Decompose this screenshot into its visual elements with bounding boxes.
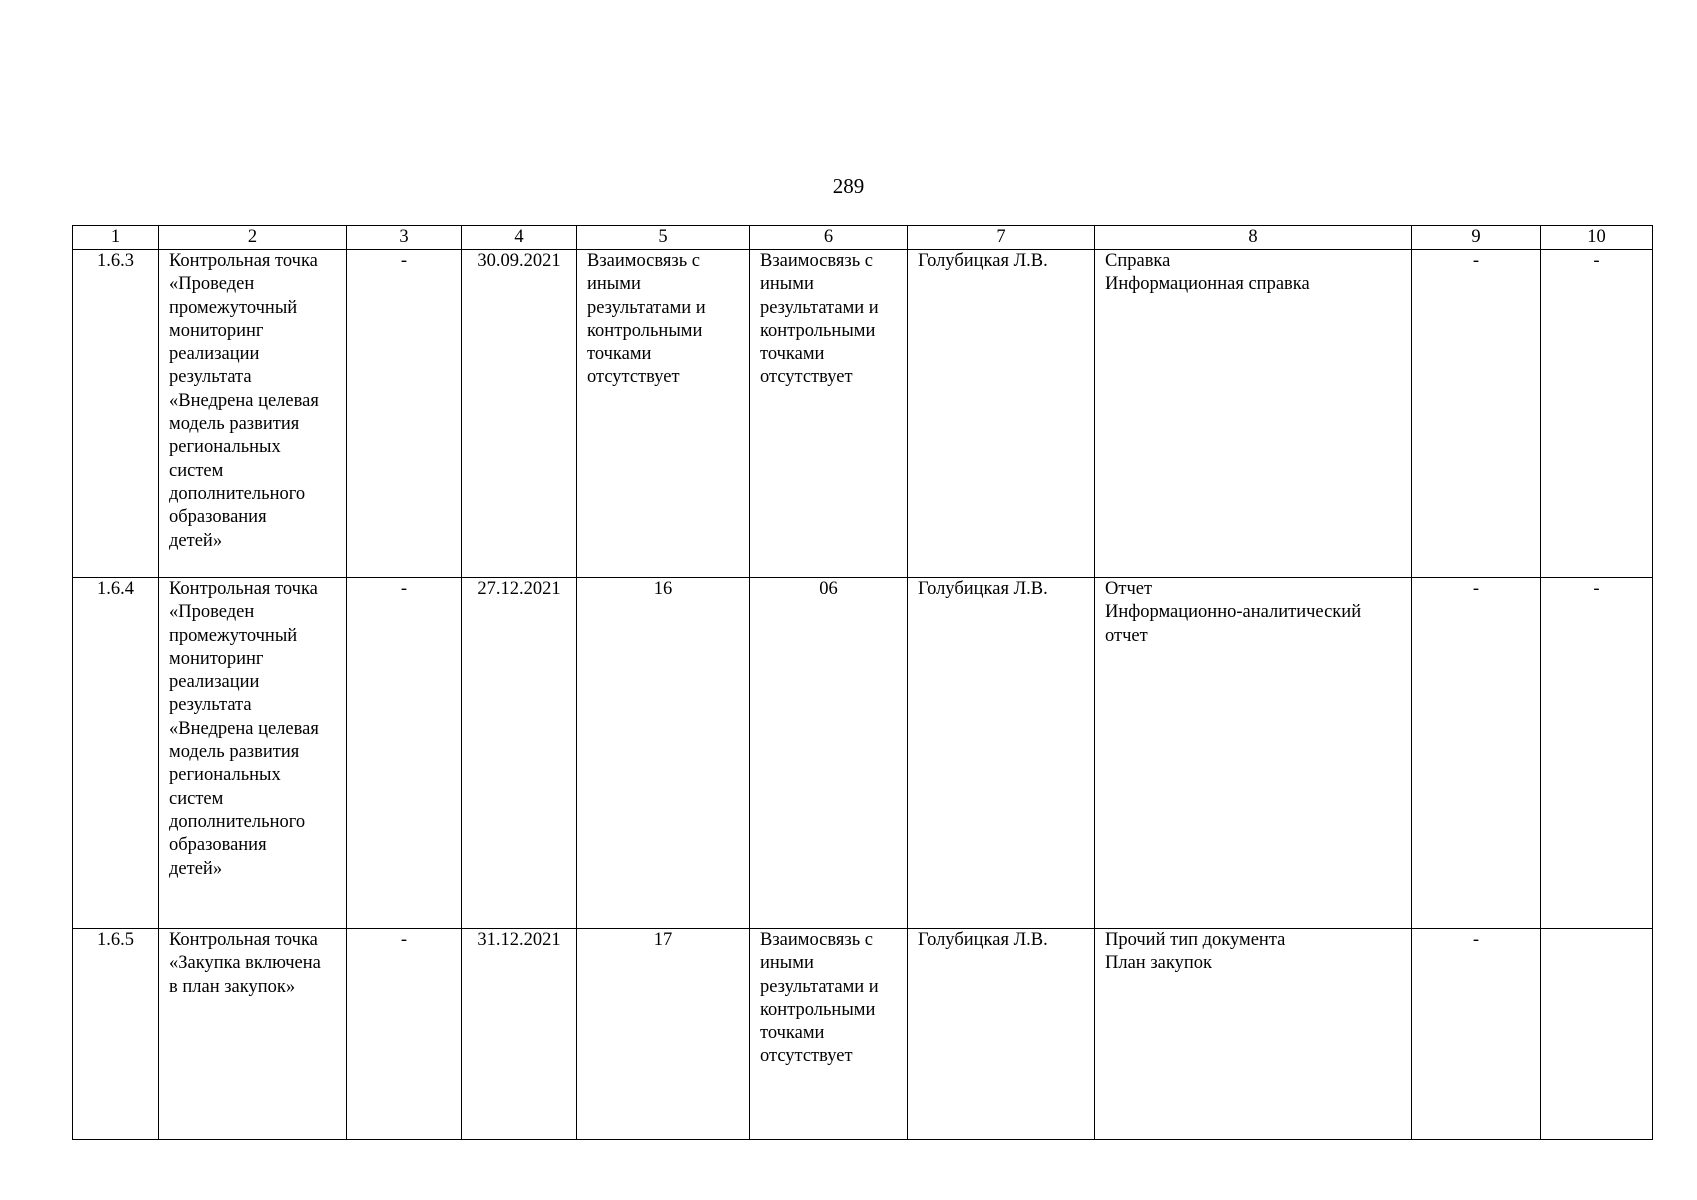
column-header: 2	[159, 226, 347, 250]
responsible-cell: Голубицкая Л.В.	[908, 250, 1095, 578]
control-points-table	[72, 225, 1653, 1140]
table-cell: -	[347, 929, 462, 1140]
row-number-cell: 1.6.5	[73, 929, 159, 1140]
table-cell: Взаимосвязь с иными результатами и контрольными точками отсутствует	[577, 250, 750, 578]
name-cell: Контрольная точка «Закупка включена в план закупок»	[159, 929, 347, 1140]
page-number: 289	[832, 174, 865, 198]
table-cell	[1541, 929, 1653, 1140]
table-cell: -	[1541, 250, 1653, 578]
column-header: 9	[1412, 226, 1541, 250]
table-cell: 17	[577, 929, 750, 1140]
table-row	[73, 578, 1653, 929]
column-header: 1	[73, 226, 159, 250]
table-cell: -	[347, 578, 462, 929]
column-header: 7	[908, 226, 1095, 250]
table-cell: -	[1412, 250, 1541, 578]
column-header: 10	[1541, 226, 1653, 250]
date-cell: 27.12.2021	[462, 578, 577, 929]
row-number-cell: 1.6.4	[73, 578, 159, 929]
column-header: 5	[577, 226, 750, 250]
table-cell: -	[347, 250, 462, 578]
column-header: 8	[1095, 226, 1412, 250]
column-header: 4	[462, 226, 577, 250]
table-cell: 06	[750, 578, 908, 929]
table-cell: -	[1541, 578, 1653, 929]
table-row	[73, 250, 1653, 578]
document-cell: Справка Информационная справка	[1095, 250, 1412, 578]
table-cell: -	[1412, 929, 1541, 1140]
name-cell: Контрольная точка «Проведен промежуточный мониторинг реализации результата «Внедрена целевая модель развития региональных систем дополнительного образования детей»	[159, 250, 347, 578]
table-header-row	[73, 226, 1653, 250]
column-header: 3	[347, 226, 462, 250]
date-cell: 30.09.2021	[462, 250, 577, 578]
row-number-cell: 1.6.3	[73, 250, 159, 578]
responsible-cell: Голубицкая Л.В.	[908, 578, 1095, 929]
document-cell: Прочий тип документа План закупок	[1095, 929, 1412, 1140]
table-cell: Взаимосвязь с иными результатами и контрольными точками отсутствует	[750, 929, 908, 1140]
responsible-cell: Голубицкая Л.В.	[908, 929, 1095, 1140]
table-row	[73, 929, 1653, 1140]
date-cell: 31.12.2021	[462, 929, 577, 1140]
column-header: 6	[750, 226, 908, 250]
name-cell: Контрольная точка «Проведен промежуточный мониторинг реализации результата «Внедрена целевая модель развития региональных систем дополнительного образования детей»	[159, 578, 347, 929]
document-cell: Отчет Информационно-аналитический отчет	[1095, 578, 1412, 929]
table-cell: 16	[577, 578, 750, 929]
table-cell: -	[1412, 578, 1541, 929]
table-cell: Взаимосвязь с иными результатами и контрольными точками отсутствует	[750, 250, 908, 578]
